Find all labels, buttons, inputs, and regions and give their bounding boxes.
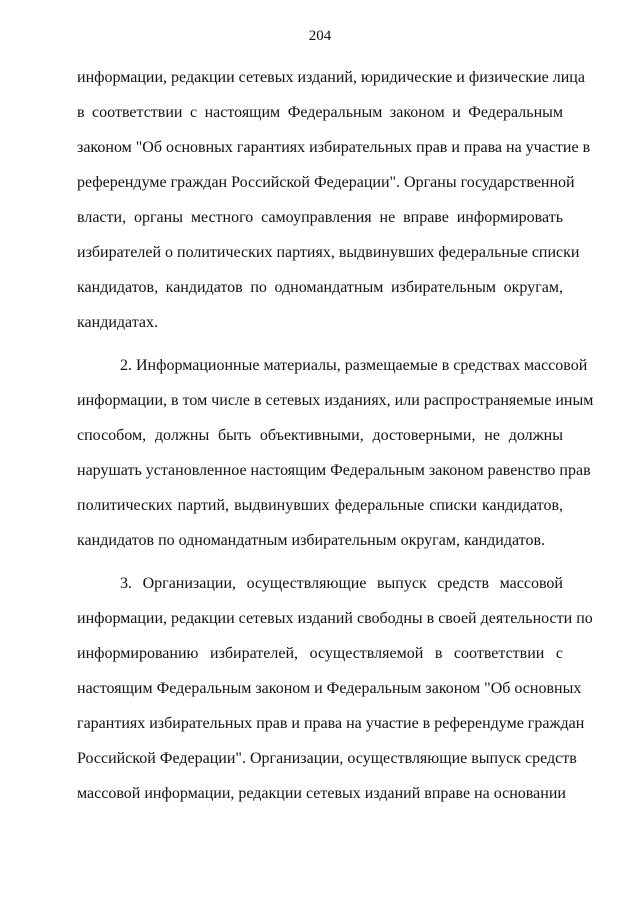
text-line: кандидатов по одномандатным избирательным округам, кандидатов.	[77, 532, 545, 549]
text-line: политических партий, выдвинувших федеральные списки кандидатов,	[77, 497, 563, 514]
page-number: 204	[308, 28, 332, 44]
text-line: 2. Информационные материалы, размещаемые в средствах массовой	[120, 357, 588, 374]
document-body	[77, 60, 594, 811]
text-line: способом, должны быть объективными, достоверными, не должны	[77, 427, 563, 444]
text-line: власти, органы местного самоуправления не вправе информировать	[77, 209, 563, 226]
text-line: Российской Федерации". Организации, осуществляющие выпуск средств	[77, 750, 577, 767]
text-line: настоящим Федеральным законом и Федеральным законом "Об основных	[77, 680, 582, 697]
text-line: информированию избирателей, осуществляемой в соответствии с	[77, 645, 563, 662]
text-line: информации, редакции сетевых изданий свободны в своей деятельности по	[77, 610, 593, 627]
text-line: избирателей о политических партиях, выдвинувших федеральные списки	[77, 244, 580, 261]
text-line: информации, редакции сетевых изданий, юридические и физические лица	[77, 69, 585, 86]
text-line: кандидатах.	[77, 314, 159, 331]
paragraph-item-3	[77, 566, 593, 811]
text-line: гарантиях избирательных прав и права на участие в референдуме граждан	[77, 715, 585, 732]
text-line: 3. Организации, осуществляющие выпуск средств массовой	[120, 575, 563, 592]
paragraph-continuation	[77, 60, 591, 340]
text-line: массовой информации, редакции сетевых изданий вправе на основании	[77, 785, 566, 802]
paragraph-item-2	[77, 348, 594, 558]
text-line: законом "Об основных гарантиях избирательных прав и права на участие в	[77, 139, 591, 156]
text-line: кандидатов, кандидатов по одномандатным избирательным округам,	[77, 279, 563, 296]
text-line: информации, в том числе в сетевых изданиях, или распространяемые иным	[77, 392, 594, 409]
text-line: нарушать установленное настоящим Федеральным законом равенство прав	[77, 462, 591, 479]
text-line: в соответствии с настоящим Федеральным законом и Федеральным	[77, 104, 563, 121]
text-line: референдуме граждан Российской Федерации". Органы государственной	[77, 174, 575, 191]
